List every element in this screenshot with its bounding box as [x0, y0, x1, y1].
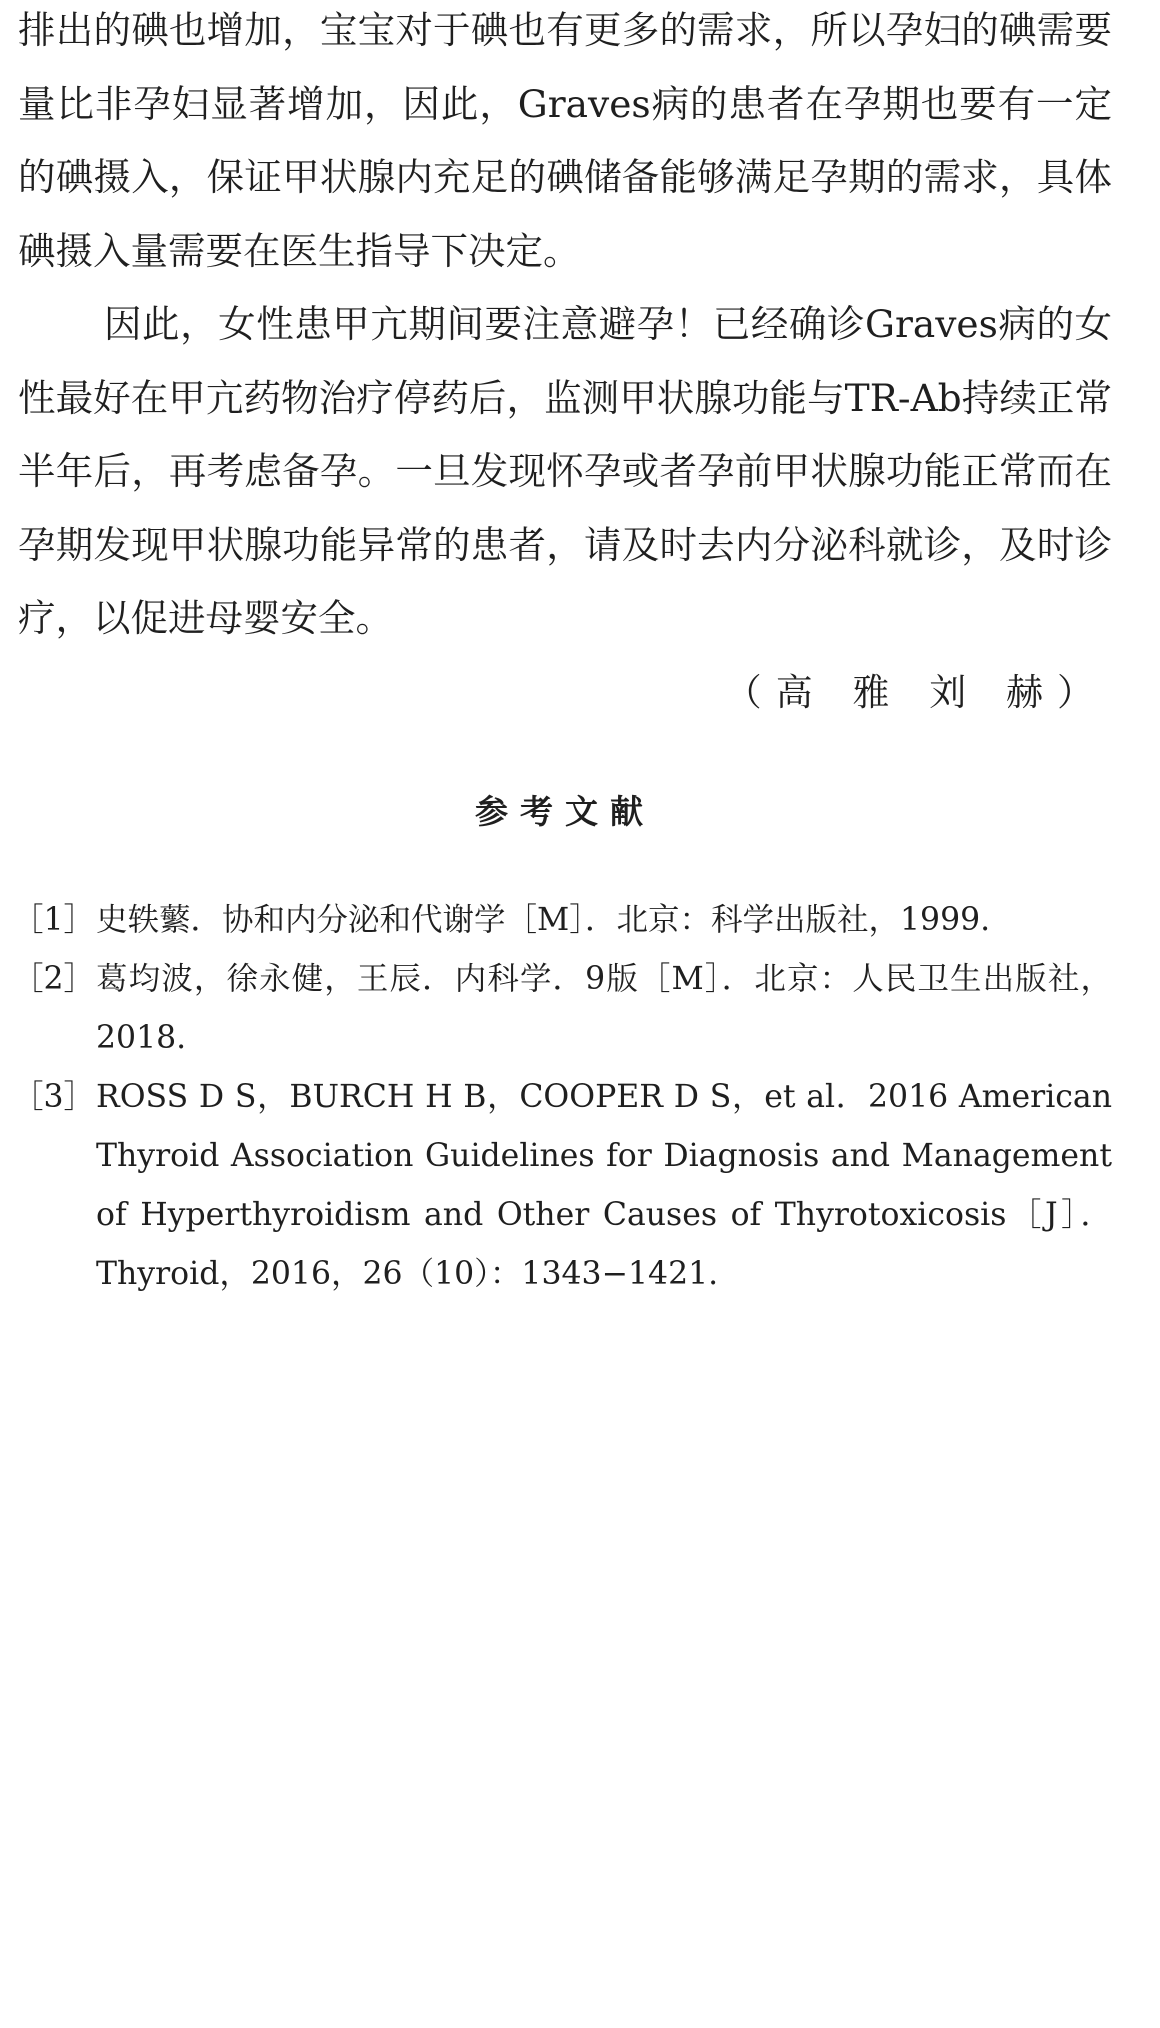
- author-signature: （高 雅 刘 赫）: [724, 670, 1108, 714]
- reference-item: [12, 1068, 1112, 1304]
- reference-text: 葛均波，徐永健，王辰．内科学．9版［M］．北京：人民卫生出版社，2018.: [96, 960, 1112, 1056]
- reference-text: 史轶蘩．协和内分泌和代谢学［M］．北京：科学出版社，1999.: [96, 901, 991, 938]
- reference-text: ROSS D S，BURCH H B，COOPER D S，et al．2016 American Thyroid Association Guidelines for Diagnosis and Management of Hyperthyroidism and Other Causes of Thyrotoxicosis［J］．Thyroid，2016，26（10）：1343−1421.: [96, 1078, 1112, 1292]
- body-paragraph-continued: 排出的碘也增加，宝宝对于碘也有更多的需求，所以孕妇的碘需要量比非孕妇显著增加，因此，Graves病的患者在孕期也要有一定的碘摄入，保证甲状腺内充足的碘储备能够满足孕期的需求，具体碘摄入量需要在医生指导下决定。: [18, 8, 1112, 273]
- reference-number: ［3］: [12, 1078, 96, 1115]
- reference-item: [12, 891, 1112, 950]
- reference-number: ［2］: [12, 960, 96, 997]
- reference-item: [12, 950, 1112, 1068]
- document-page: [12, 0, 1112, 1304]
- references-heading: 参考文献: [475, 791, 655, 831]
- body-paragraph: 因此，女性患甲亢期间要注意避孕！已经确诊Graves病的女性最好在甲亢药物治疗停药后，监测甲状腺功能与TR-Ab持续正常半年后，再考虑备孕。一旦发现怀孕或者孕前甲状腺功能正常而在孕期发现甲状腺功能异常的患者，请及时去内分泌科就诊，及时诊疗，以促进母婴安全。: [18, 302, 1112, 640]
- reference-number: ［1］: [12, 901, 96, 938]
- reference-list: [12, 891, 1112, 1304]
